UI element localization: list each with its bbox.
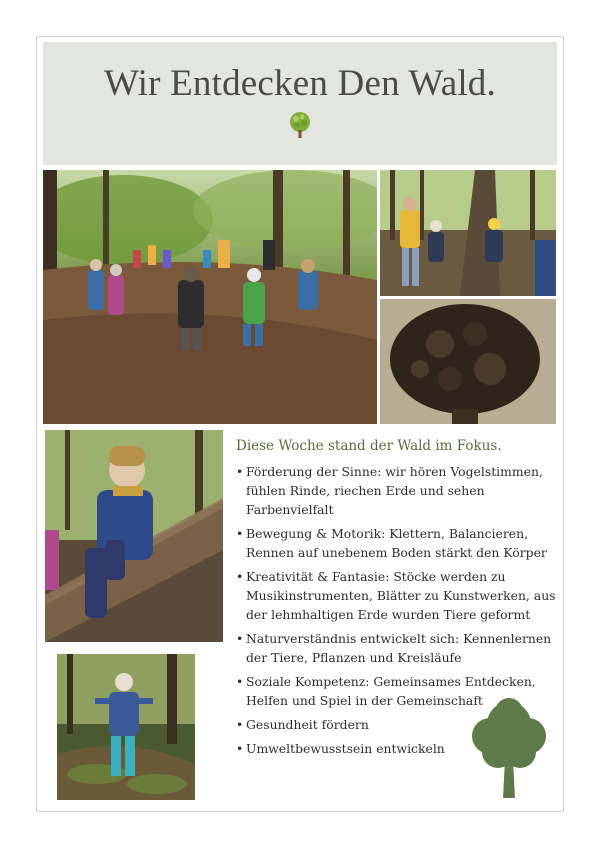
list-item: • Bewegung & Motorik: Klettern, Balancieren, Rennen auf unebenem Boden stärkt den Körper (236, 524, 558, 562)
list-item: • Umweltbewusstsein entwickeln (236, 739, 558, 758)
poster-title: Wir Entdecken Den Wald. (104, 63, 496, 104)
photo-child-on-log (45, 430, 223, 642)
list-item: • Naturverständnis entwickelt sich: Kennenlernen der Tiere, Pflanzen und Kreisläufe (236, 629, 558, 667)
list-item: • Förderung der Sinne: wir hören Vogelstimmen, fühlen Rinde, riechen Erde und sehen Farbenvielfalt (236, 462, 558, 519)
tree-icon (285, 110, 315, 140)
list-item: • Soziale Kompetenz: Gemeinsames Entdecken, Helfen und Spiel in der Gemeinschaft (236, 672, 558, 710)
list-item: • Gesundheit fördern (236, 715, 558, 734)
photo-group-forest (43, 170, 377, 424)
photo-child-walking (57, 654, 195, 800)
title-banner (43, 42, 557, 165)
photo-children-tree (380, 170, 556, 296)
section-subtitle: Diese Woche stand der Wald im Fokus. (236, 438, 502, 454)
photo-tree-burl (380, 299, 556, 424)
tree-silhouette-icon (468, 694, 550, 798)
list-item: • Kreativität & Fantasie: Stöcke werden zu Musikinstrumenten, Blätter zu Kunstwerken, aus der lehmhaltigen Erde wurden Tiere geformt (236, 567, 558, 624)
